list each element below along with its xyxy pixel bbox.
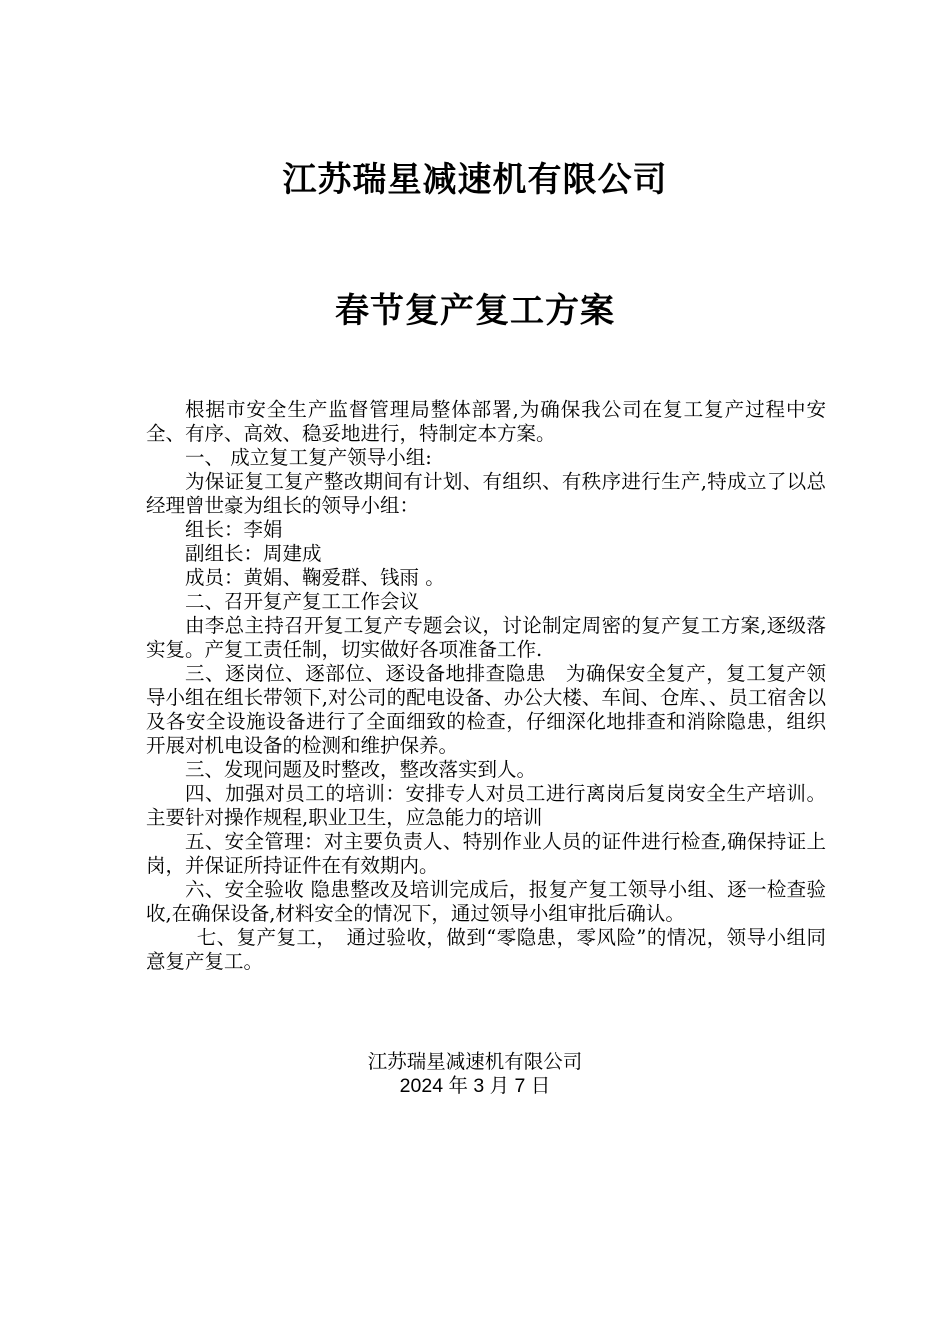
company-title: 江苏瑞星减速机有限公司	[282, 160, 668, 200]
plan-title: 春节复产复工方案	[335, 291, 615, 331]
paragraph-intro: 根据市安全生产监督管理局整体部署,为确保我公司在复工复产过程中安全、有序、高效、稳妥地进行，特制定本方案。	[146, 398, 826, 445]
paragraph-section-7: 七、复产复工， 通过验收，做到“零隐患，零风险”的情况，领导小组同意复产复工。	[146, 926, 826, 973]
paragraph-section-3: 三、逐岗位、逐部位、逐设备地排查隐患 为确保安全复产，复工复产领导小组在组长带领下,对公司的配电设备、办公大楼、车间、仓库、、员工宿舍以及各安全设施设备进行了全面细致的检查，仔细深化地排查和消除隐患，组织开展对机电设备的检测和维护保养。	[146, 662, 826, 757]
signature-date: 2024 年 3 月 7 日	[399, 1075, 551, 1097]
paragraph-section-5: 五、安全管理：对主要负责人、特别作业人员的证件进行检查,确保持证上岗，并保证所持证件在有效期内。	[146, 830, 826, 877]
paragraph-section-3b: 三、发现问题及时整改，整改落实到人。	[185, 758, 537, 781]
paragraph-section-1-text: 为保证复工复产整改期间有计划、有组织、有秩序进行生产,特成立了以总经理曾世豪为组长的领导小组：	[146, 470, 826, 517]
paragraph-leader: 组长：李娟	[185, 518, 283, 541]
paragraph-section-2-heading: 二、召开复产复工工作会议	[185, 590, 420, 613]
document-body	[146, 398, 826, 974]
paragraph-section-4: 四、加强对员工的培训：安排专人对员工进行离岗后复岗安全生产培训。主要针对操作规程,职业卫生，应急能力的培训	[146, 782, 826, 829]
paragraph-deputy-leader: 副组长：周建成	[185, 542, 322, 565]
paragraph-section-6: 六、安全验收 隐患整改及培训完成后，报复产复工领导小组、逐一检查验收,在确保设备,材料安全的情况下，通过领导小组审批后确认。	[146, 878, 826, 925]
paragraph-section-1-heading: 一、 成立复工复产领导小组:	[185, 446, 432, 469]
signature-company: 江苏瑞星减速机有限公司	[367, 1050, 583, 1073]
paragraph-members: 成员：黄娟、鞠爱群、钱雨 。	[185, 566, 445, 589]
paragraph-section-2-text: 由李总主持召开复工复产专题会议，讨论制定周密的复产复工方案,逐级落实复。产复工责任制，切实做好各项准备工作.	[146, 614, 826, 661]
